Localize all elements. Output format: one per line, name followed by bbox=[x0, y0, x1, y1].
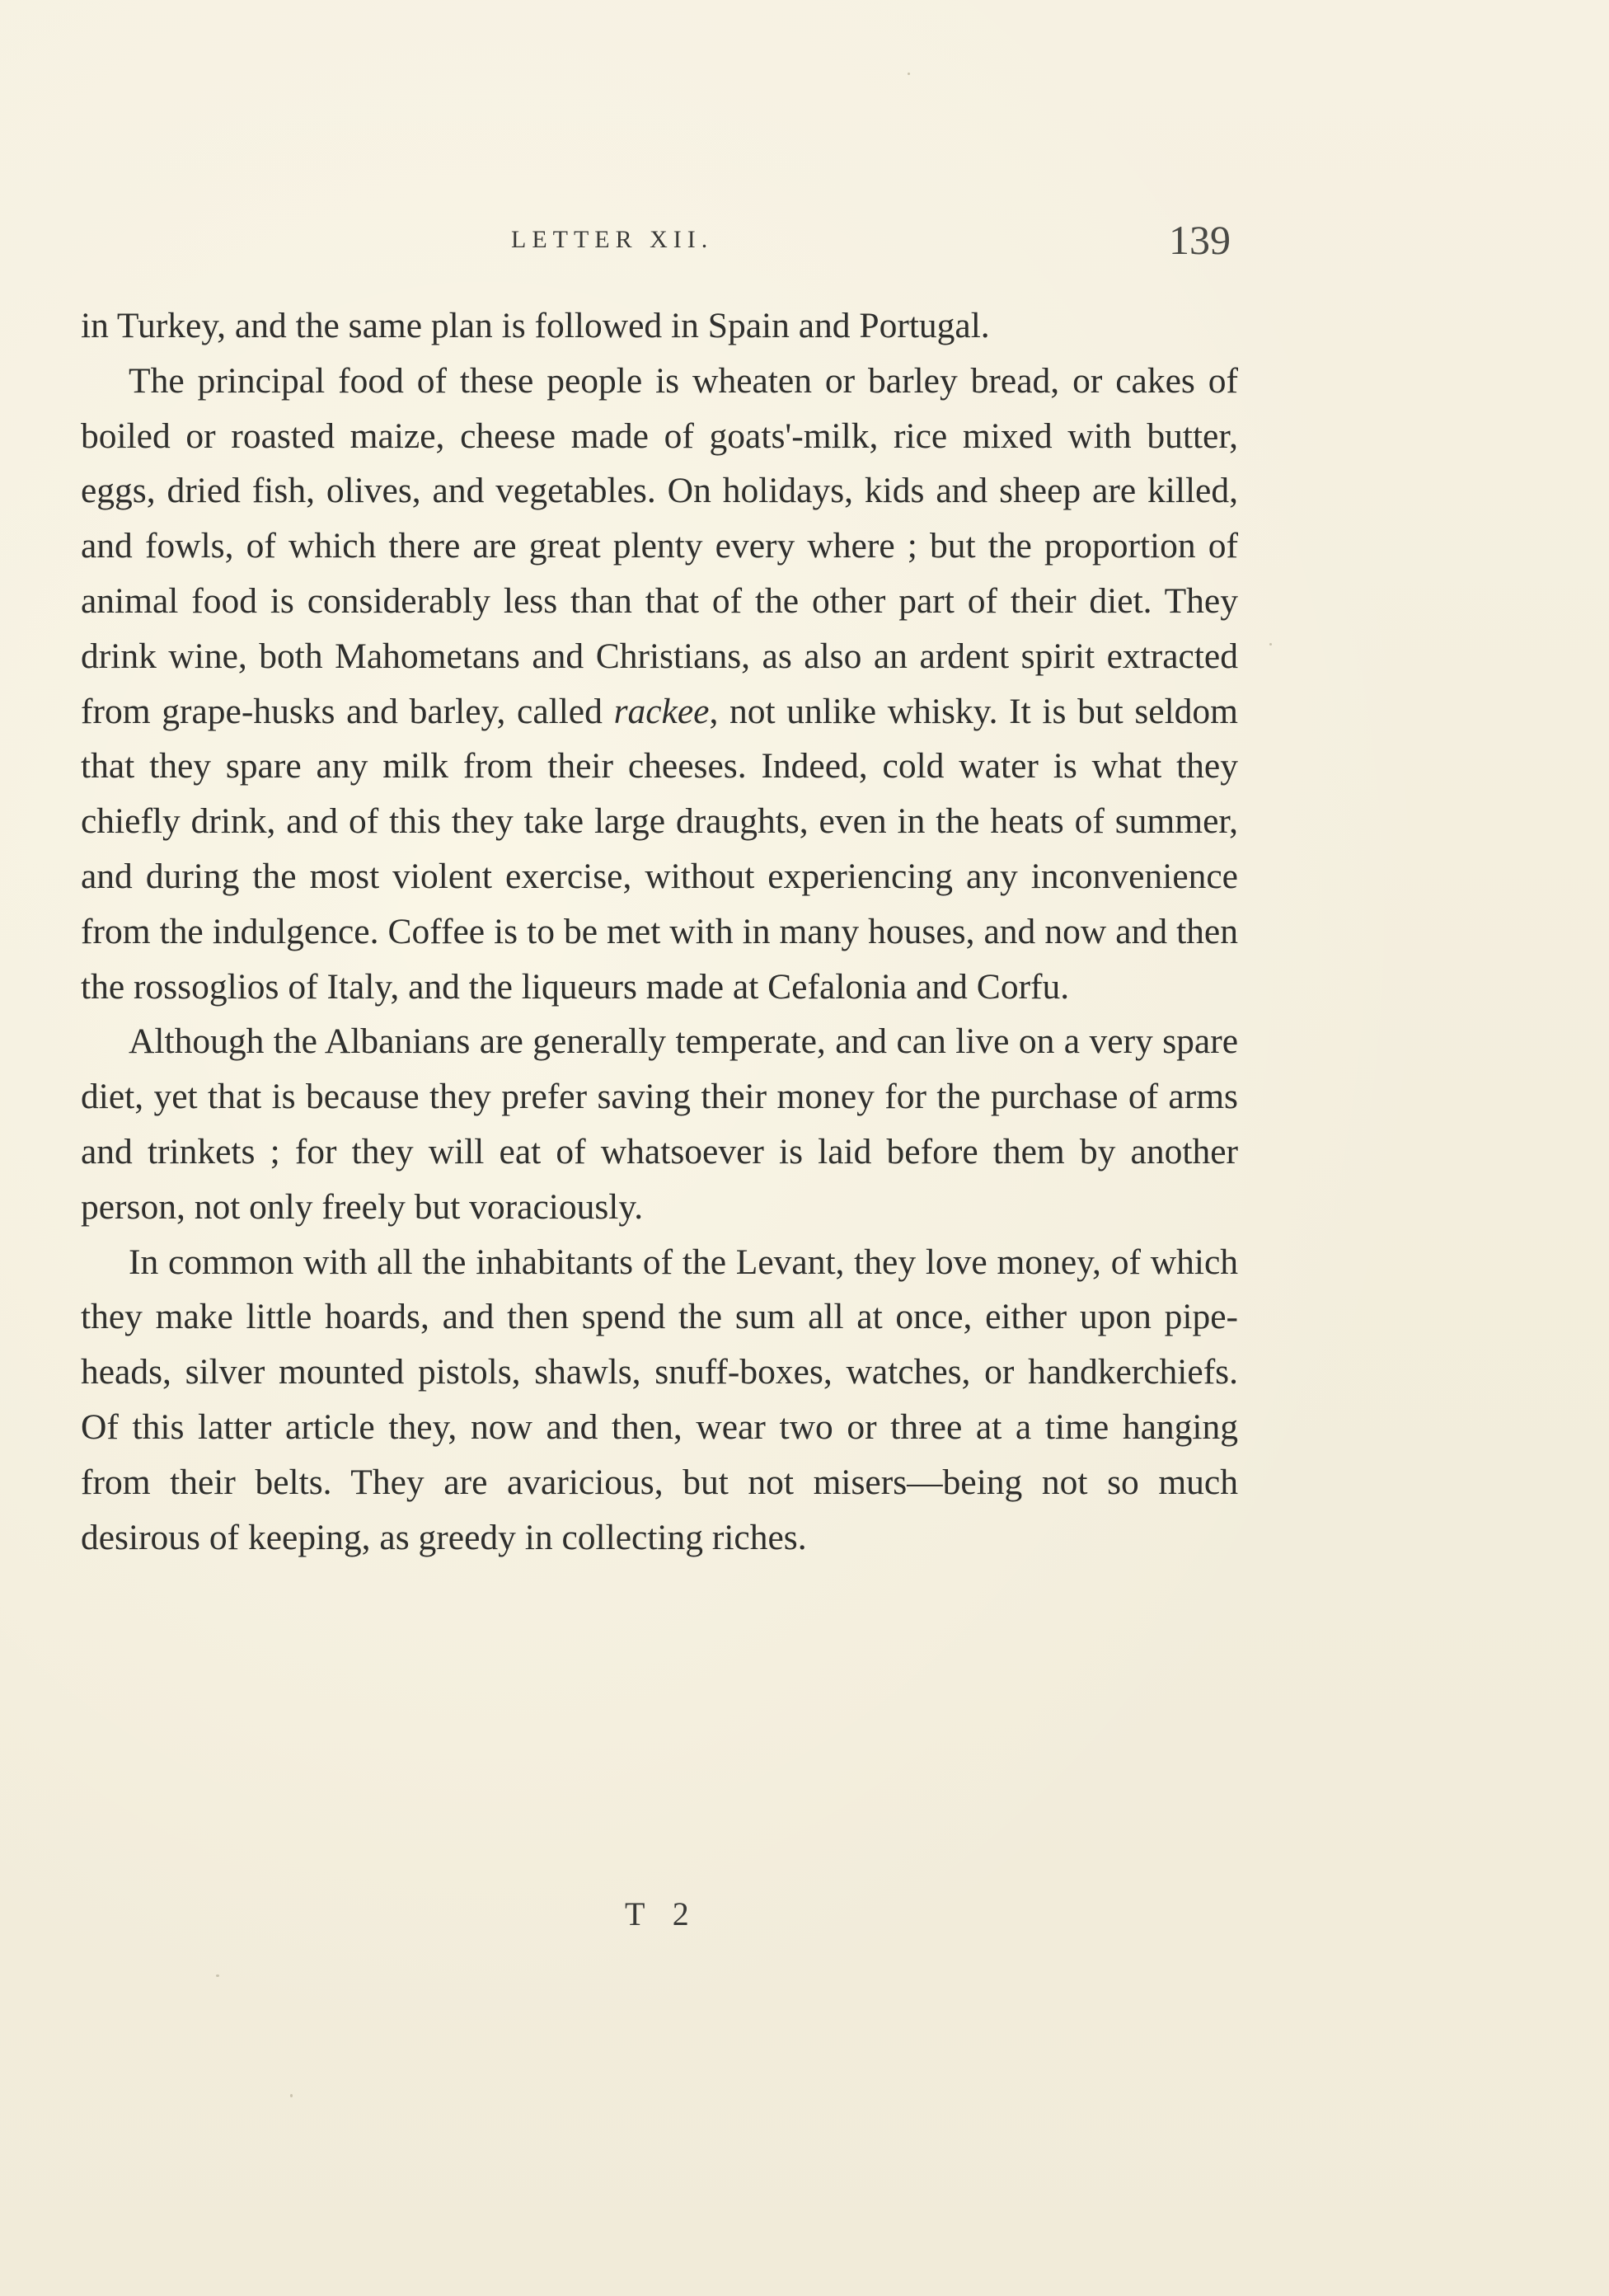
paragraph-3: Although the Albanians are generally temperate, and can live on a very spare diet, yet that is because they prefer saving their money for the purchase of arms and trinkets ; for they will eat of whatsoever is laid before them by another person, not only freely but voraciously. bbox=[81, 1021, 1238, 1227]
body-text bbox=[81, 298, 1238, 1565]
paper-speck bbox=[216, 1974, 219, 1977]
page-header bbox=[0, 216, 1609, 265]
paper-speck bbox=[1269, 643, 1272, 646]
paper-speck bbox=[908, 73, 910, 75]
paragraph-4: In common with all the inhabitants of the Levant, they love money, of which they make little hoards, and then spend the sum all at once, either upon pipe-heads, silver mounted pistols, shawls, snuff-boxes, watches, or handkerchiefs. Of this latter article they, now and then, wear two or three at a time hanging from their belts. They are avaricious, but not misers—being not so much desirous of keeping, as greedy in collecting riches. bbox=[81, 1242, 1238, 1557]
running-head: LETTER XII. bbox=[511, 226, 714, 253]
italic-term-rackee: rackee bbox=[613, 691, 710, 731]
paragraph-2-text-b: , not unlike whisky. It is but seldom that they spare any milk from their cheeses. Indeed, cold water is what they chiefly drink, and of this they take large draughts, even in the heats of summer, and during the most violent exercise, without experiencing any inconvenience from the indulgence. Coffee is to be met with in many houses, and now and then the rossoglios of Italy, and the liqueurs made at Cefalonia and Corfu. bbox=[81, 691, 1239, 1007]
paragraph-1: in Turkey, and the same plan is followed in Spain and Portugal. bbox=[81, 306, 990, 345]
page-number: 139 bbox=[1169, 217, 1231, 263]
paragraph-2-text-a: The principal food of these people is wheaten or barley bread, or cakes of boiled or roasted maize, cheese made of goats'-milk, rice mixed with butter, eggs, dried fish, olives, and vegetables. On holidays, kids and sheep are killed, and fowls, of which there are great plenty every where ; but the proportion of animal food is considerably less than that of the other part of their diet. They drink wine, both Mahometans and Christians, as also an ardent spirit extracted from grape-husks and barley, called bbox=[81, 360, 1238, 731]
paragraph-2 bbox=[81, 354, 1238, 1015]
paper-speck bbox=[290, 2094, 293, 2097]
signature-mark: T 2 bbox=[625, 1895, 699, 1932]
